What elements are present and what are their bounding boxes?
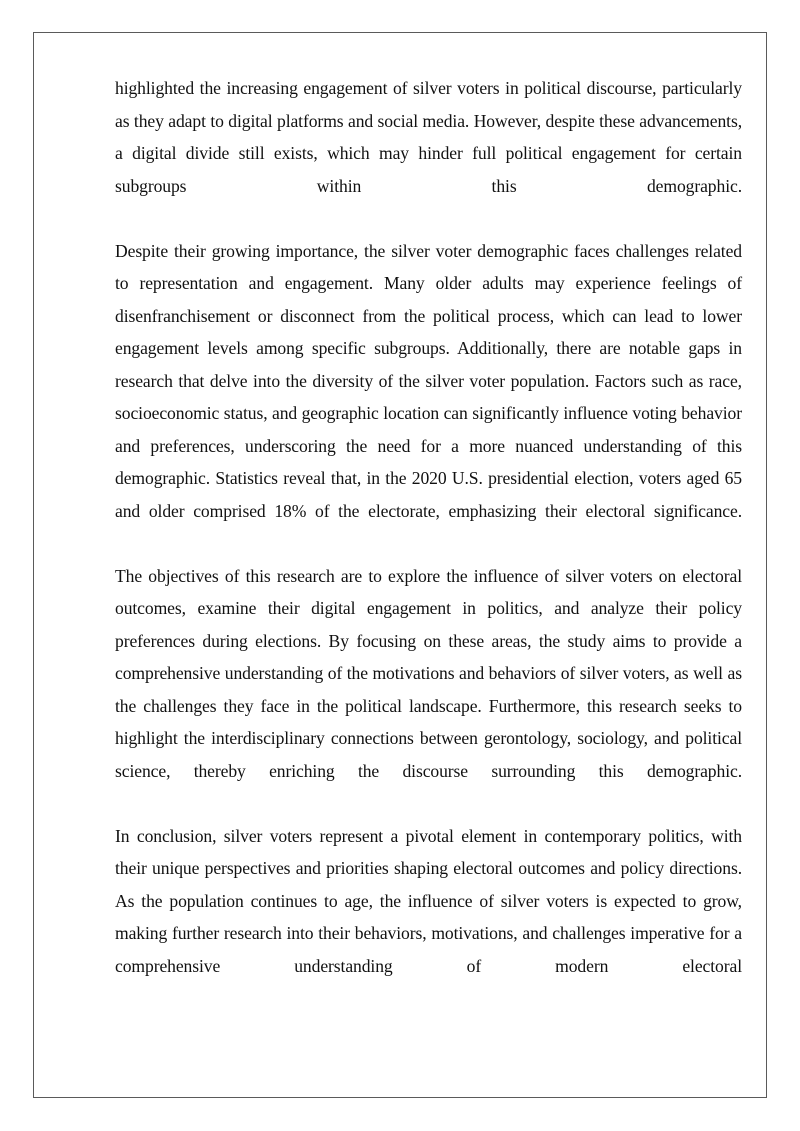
document-body (115, 72, 742, 982)
body-paragraph-4: In conclusion, silver voters represent a pivotal element in contemporary politics, with their unique perspectives and priorities shaping electoral outcomes and policy directions. As the population continues to age, the influence of silver voters is expected to grow, making further research into their behaviors, motivations, and challenges imperative for a comprehensive understanding of modern electoral (115, 825, 742, 976)
body-paragraph-3: The objectives of this research are to explore the influence of silver voters on electoral outcomes, examine their digital engagement in politics, and analyze their policy preferences during elections. By focusing on these areas, the study aims to provide a comprehensive understanding of the motivations and behaviors of silver voters, as well as the challenges they face in the political landscape. Furthermore, this research seeks to highlight the interdisciplinary connections between gerontology, sociology, and political science, thereby enriching the discourse surrounding this demographic. (115, 565, 742, 781)
body-paragraph-1: highlighted the increasing engagement of silver voters in political discourse, particularly as they adapt to digital platforms and social media. However, despite these advancements, a digital divide still exists, which may hinder full political engagement for certain subgroups within this demographic. (115, 78, 742, 196)
body-paragraph-2: Despite their growing importance, the silver voter demographic faces challenges related to representation and engagement. Many older adults may experience feelings of disenfranchisement or disconnect from the political process, which can lead to lower engagement levels among specific subgroups. Additionally, there are notable gaps in research that delve into the diversity of the silver voter population. Factors such as race, socioeconomic status, and geographic location can significantly influence voting behavior and preferences, underscoring the need for a more nuanced understanding of this demographic. Statistics reveal that, in the 2020 U.S. presidential election, voters aged 65 and older comprised 18% of the electorate, emphasizing their electoral significance. (115, 240, 742, 521)
